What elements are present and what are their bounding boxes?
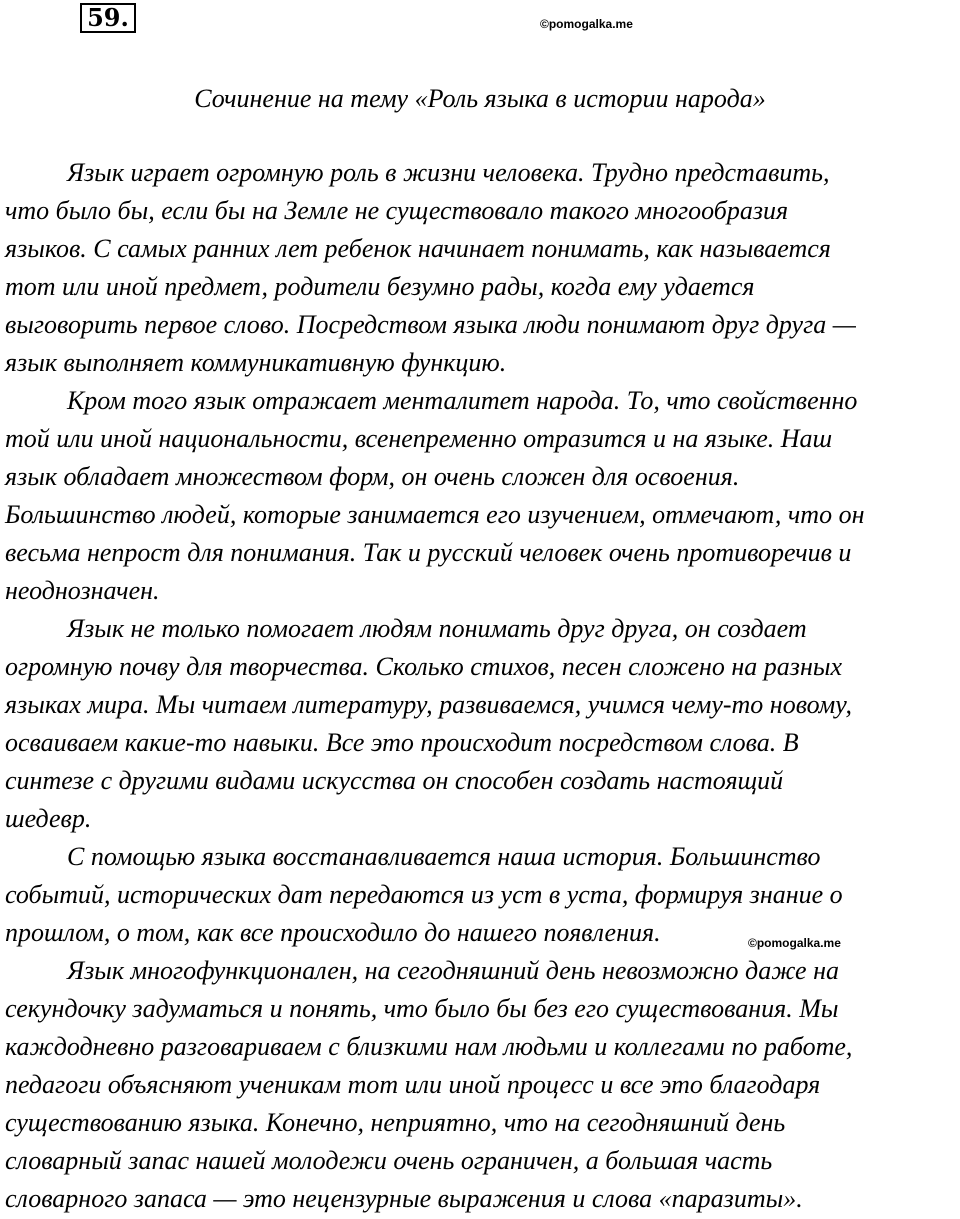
essay-title: Сочинение на тему «Роль языка в истории народа» xyxy=(194,84,766,113)
essay-line: языках мира. Мы читаем литературу, развиваемся, учимся чему-то новому, xyxy=(5,690,852,719)
essay-body xyxy=(5,154,955,1218)
essay-line: шедевр. xyxy=(5,804,92,833)
essay-line: языков. С самых ранних лет ребенок начинает понимать, как называется xyxy=(5,234,831,263)
essay-line: что было бы, если бы на Земле не существовало такого многообразия xyxy=(5,196,789,225)
essay-line: язык обладает множеством форм, он очень сложен для освоения. xyxy=(5,462,740,491)
essay-line: весьма непрост для понимания. Так и русский человек очень противоречив и xyxy=(5,538,852,567)
essay-line: словарного запаса — это нецензурные выражения и слова «паразиты». xyxy=(5,1184,803,1213)
essay-line: педагоги объясняют ученикам тот или иной процесс и все это благодаря xyxy=(5,1070,821,1099)
task-number-box: 59. xyxy=(80,3,136,33)
essay-line: язык выполняет коммуникативную функцию. xyxy=(5,348,507,377)
essay-line: С помощью языка восстанавливается наша история. Большинство xyxy=(67,842,821,871)
essay-line: Большинство людей, которые занимается его изучением, отмечают, что он xyxy=(5,500,865,529)
essay-line: словарный запас нашей молодежи очень ограничен, а большая часть xyxy=(5,1146,773,1175)
essay-line: существованию языка. Конечно, неприятно, что на сегодняшний день xyxy=(5,1108,786,1137)
watermark-top: ©pomogalka.me xyxy=(540,17,633,31)
essay-line: Язык многофункционален, на сегодняшний день невозможно даже на xyxy=(67,956,839,985)
essay-line: огромную почву для творчества. Сколько стихов, песен сложено на разных xyxy=(5,652,843,681)
essay-line: Язык не только помогает людям понимать друг друга, он создает xyxy=(67,614,807,643)
watermark-middle: ©pomogalka.me xyxy=(748,936,841,950)
essay-line: Кром того язык отражает менталитет народа. То, что свойственно xyxy=(67,386,858,415)
essay-line: осваиваем какие-то навыки. Все это происходит посредством слова. В xyxy=(5,728,799,757)
essay-line: тот или иной предмет, родители безумно рады, когда ему удается xyxy=(5,272,755,301)
essay-line: событий, исторических дат передаются из уст в уста, формируя знание о xyxy=(5,880,843,909)
essay-line: той или иной национальности, всенепременно отразится и на языке. Наш xyxy=(5,424,833,453)
essay-line: синтезе с другими видами искусства он способен создать настоящий xyxy=(5,766,784,795)
essay-line: секундочку задуматься и понять, что было бы без его существования. Мы xyxy=(5,994,839,1023)
essay-line: выговорить первое слово. Посредством языка люди понимают друг друга — xyxy=(5,310,856,339)
essay-line: Язык играет огромную роль в жизни человека. Трудно представить, xyxy=(67,158,830,187)
essay-line: неоднозначен. xyxy=(5,576,160,605)
essay-line: каждодневно разговариваем с близкими нам людьми и коллегами по работе, xyxy=(5,1032,853,1061)
essay-line: прошлом, о том, как все происходило до нашего появления. xyxy=(5,918,661,947)
